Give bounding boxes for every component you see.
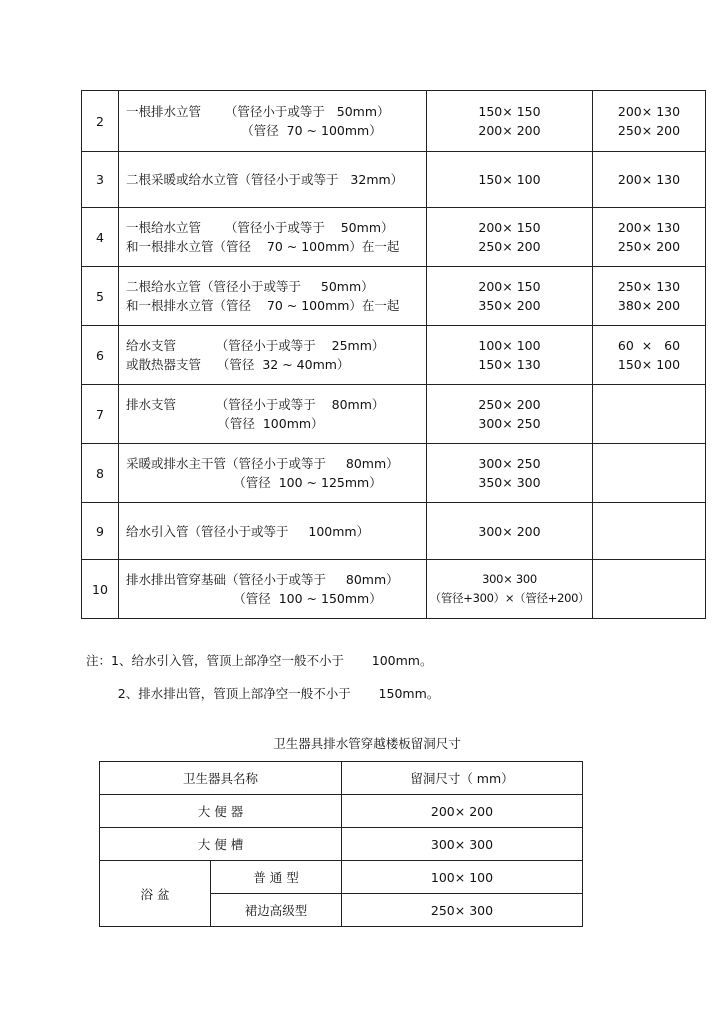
opening-size-a — [427, 152, 593, 208]
sanitary-table-title — [0, 734, 724, 752]
header-fixture-name: 卫生器具名称 — [100, 762, 342, 795]
description-line: （管径 100 ~ 150mm） — [126, 591, 382, 606]
note-1: 注：1、给水引入管，管顶上部净空一般不小于 100mm。 — [86, 653, 433, 668]
opening-size-b — [593, 385, 706, 444]
size-value: 300× 300 — [482, 572, 537, 586]
pipe-description — [119, 91, 427, 152]
opening-size-b — [593, 503, 706, 560]
size-value: 300× 200 — [478, 523, 541, 539]
row-number: 10 — [82, 560, 119, 619]
table-row — [82, 152, 706, 208]
table-row — [82, 326, 706, 385]
size-value: 250× 200 — [617, 239, 681, 254]
table-header-row — [100, 762, 583, 795]
size-value: 200× 130 — [617, 172, 681, 187]
sanitary-fixture-table — [99, 761, 583, 927]
bathtub-type: 裙边高级型 — [211, 894, 342, 927]
row-number: 7 — [82, 385, 119, 444]
pipe-opening-table-body — [82, 91, 706, 619]
pipe-opening-table — [81, 90, 706, 619]
description-line: （管径 100mm） — [126, 416, 324, 431]
pipe-description — [119, 444, 427, 503]
size-value: 250× 130 — [617, 279, 681, 294]
sanitary-table-title-text: 卫生器具排水管穿越楼板留洞尺寸 — [273, 736, 461, 751]
row-number: 2 — [82, 91, 119, 152]
table-row — [100, 795, 583, 828]
opening-size-b — [593, 444, 706, 503]
size-value: 100× 100 — [478, 338, 541, 353]
description-line: 二根给水立管（管径小于或等于 50mm） — [126, 279, 374, 294]
description-line: （管径 70 ~ 100mm） — [126, 123, 382, 138]
table-row — [82, 503, 706, 560]
size-value: 200× 130 — [617, 104, 681, 119]
pipe-description — [119, 267, 427, 326]
table-row — [82, 91, 706, 152]
description-line: 排水支管 （管径小于或等于 80mm） — [126, 397, 385, 412]
opening-size-b — [593, 208, 706, 267]
size-value: 300× 250 — [478, 416, 541, 431]
table-row — [100, 861, 583, 894]
row-number: 9 — [82, 503, 119, 560]
description-line: 二根采暖或给水立管（管径小于或等于 32mm） — [126, 172, 404, 187]
opening-size-a — [427, 503, 593, 560]
fixture-name-bathtub: 浴 盆 — [100, 861, 211, 927]
row-number: 8 — [82, 444, 119, 503]
opening-size-a — [427, 444, 593, 503]
opening-size: 200× 200 — [342, 795, 583, 828]
header-opening-size: 留洞尺寸（ mm） — [342, 762, 583, 795]
size-value: 250× 200 — [478, 397, 541, 412]
description-line: 和一根排水立管（管径 70 ~ 100mm）在一起 — [126, 298, 400, 313]
description-line: 给水引入管（管径小于或等于 100mm） — [126, 523, 370, 539]
row-number: 5 — [82, 267, 119, 326]
bathtub-type: 普 通 型 — [211, 861, 342, 894]
row-number: 4 — [82, 208, 119, 267]
size-value: 150× 150 — [478, 104, 541, 119]
opening-size-a — [427, 208, 593, 267]
opening-size-a — [427, 91, 593, 152]
size-value: 60 × 60 — [617, 338, 681, 353]
opening-size-b — [593, 326, 706, 385]
description-line: 或散热器支管 （管径 32 ~ 40mm） — [126, 357, 350, 372]
opening-size: 300× 300 — [342, 828, 583, 861]
opening-size-a — [427, 267, 593, 326]
table-row — [82, 208, 706, 267]
opening-size-b — [593, 152, 706, 208]
opening-size-a — [427, 560, 593, 619]
description-line: 一根排水立管 （管径小于或等于 50mm） — [126, 104, 390, 119]
size-value: 200× 200 — [478, 123, 541, 138]
pipe-description — [119, 208, 427, 267]
note-2: 2、排水排出管，管顶上部净空一般不小于 150mm。 — [86, 686, 440, 701]
fixture-name: 大 便 器 — [100, 795, 342, 828]
opening-size: 100× 100 — [342, 861, 583, 894]
pipe-description — [119, 326, 427, 385]
size-value: 250× 200 — [478, 239, 541, 254]
opening-size-b — [593, 560, 706, 619]
description-line: 采暖或排水主干管（管径小于或等于 80mm） — [126, 456, 399, 471]
table-row — [82, 444, 706, 503]
size-value: 350× 300 — [478, 475, 541, 490]
table-row — [82, 385, 706, 444]
opening-size-a — [427, 326, 593, 385]
size-value: 350× 200 — [478, 298, 541, 313]
pipe-description — [119, 503, 427, 560]
size-value: （管径+300）×（管径+200） — [429, 591, 590, 605]
description-line: （管径 100 ~ 125mm） — [126, 475, 382, 490]
notes — [86, 644, 439, 710]
size-value: 380× 200 — [617, 298, 681, 313]
opening-size-a — [427, 385, 593, 444]
size-value: 150× 130 — [478, 357, 541, 372]
size-value: 250× 200 — [617, 123, 681, 138]
opening-size-b — [593, 267, 706, 326]
size-value: 200× 130 — [617, 220, 681, 235]
fixture-name: 大 便 槽 — [100, 828, 342, 861]
table-row — [82, 267, 706, 326]
size-value: 200× 150 — [478, 279, 541, 294]
size-value: 150× 100 — [617, 357, 681, 372]
row-number: 3 — [82, 152, 119, 208]
row-number: 6 — [82, 326, 119, 385]
size-value: 150× 100 — [478, 172, 541, 187]
opening-size: 250× 300 — [342, 894, 583, 927]
description-line: 和一根排水立管（管径 70 ~ 100mm）在一起 — [126, 239, 400, 254]
pipe-description — [119, 385, 427, 444]
table-row — [82, 560, 706, 619]
description-line: 排水排出管穿基础（管径小于或等于 80mm） — [126, 572, 399, 587]
size-value: 300× 250 — [478, 456, 541, 471]
size-value: 200× 150 — [478, 220, 541, 235]
pipe-description — [119, 560, 427, 619]
opening-size-b — [593, 91, 706, 152]
table-row — [100, 828, 583, 861]
description-line: 一根给水立管 （管径小于或等于 50mm） — [126, 220, 394, 235]
description-line: 给水支管 （管径小于或等于 25mm） — [126, 338, 385, 353]
pipe-description — [119, 152, 427, 208]
